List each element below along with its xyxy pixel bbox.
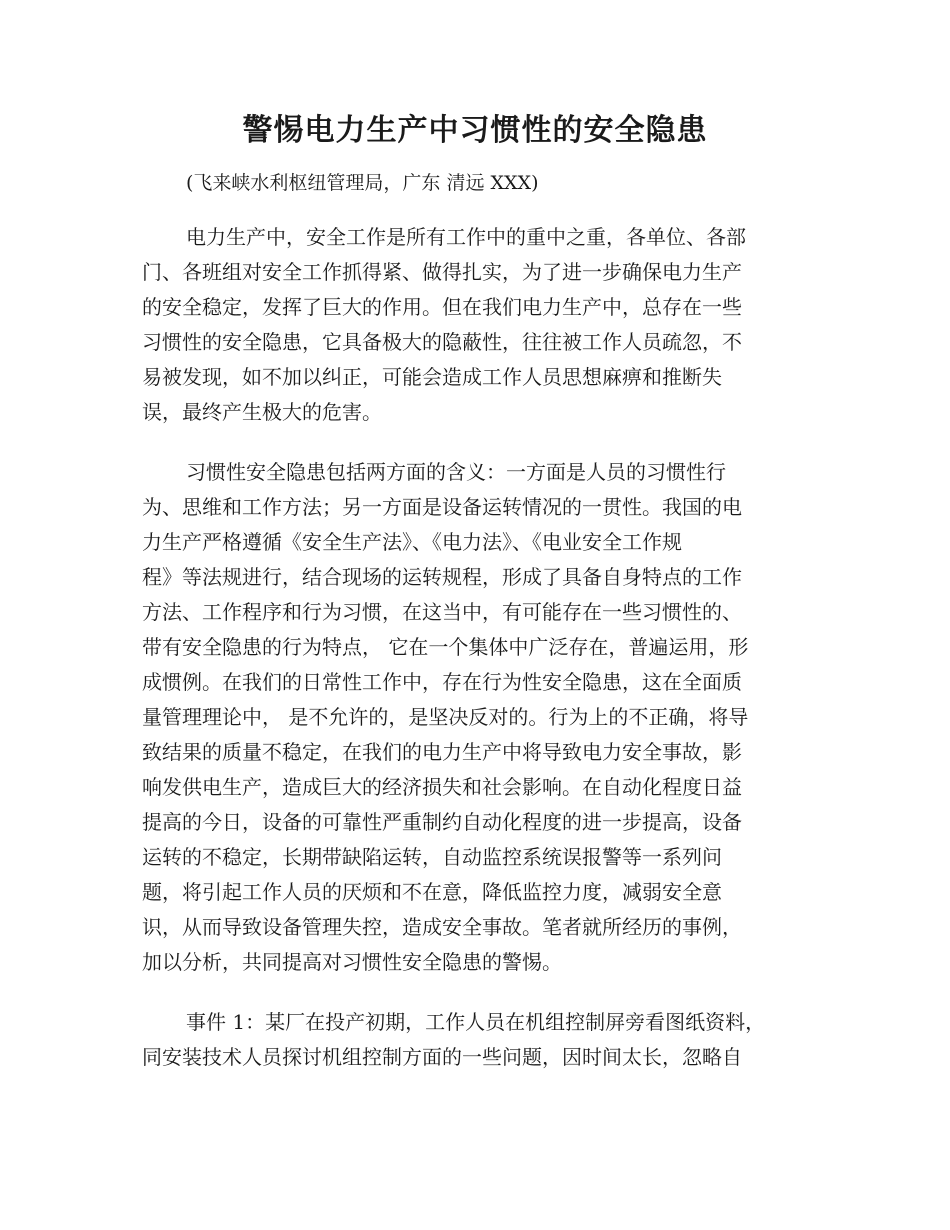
paragraph-line: 习惯性安全隐患包括两方面的含义：一方面是人员的习惯性行 (186, 460, 726, 484)
paragraph-line: 加以分析，共同提高对习惯性安全隐患的警惕。 (142, 950, 562, 974)
document-title: 警惕电力生产中习惯性的安全隐患 (242, 113, 708, 148)
paragraph-line: 易被发现，如不加以纠正，可能会造成工作人员思想麻痹和推断失 (142, 365, 722, 389)
paragraph-line: 识，从而导致设备管理失控，造成安全事故。笔者就所经历的事例， (142, 915, 742, 939)
paragraph-line: 习惯性的安全隐患，它具备极大的隐蔽性，往往被工作人员疏忽，不 (142, 330, 742, 354)
paragraph-line: 运转的不稳定，长期带缺陷运转，自动监控系统误报警等一系列问 (142, 845, 722, 869)
paragraph-line: 事件 1：某厂在投产初期，工作人员在机组控制屏旁看图纸资料， (186, 1010, 766, 1034)
paragraph-line: 成惯例。在我们的日常性工作中，存在行为性安全隐患，这在全面质 (142, 670, 742, 694)
author-affiliation: (飞来峡水利枢纽管理局，广东 清远 XXX) (186, 172, 539, 194)
paragraph-line: 程》等法规进行，结合现场的运转规程，形成了具备自身特点的工作 (142, 565, 742, 589)
paragraph-line: 量管理理论中， 是不允许的，是坚决反对的。行为上的不正确，将导 (142, 705, 749, 729)
paragraph-line: 题，将引起工作人员的厌烦和不在意，降低监控力度，减弱安全意 (142, 880, 722, 904)
paragraph-line: 门、各班组对安全工作抓得紧、做得扎实，为了进一步确保电力生产 (142, 260, 742, 284)
paragraph-line: 电力生产中，安全工作是所有工作中的重中之重，各单位、各部 (186, 225, 746, 249)
paragraph-line: 为、思维和工作方法；另一方面是设备运转情况的一贯性。我国的电 (142, 495, 742, 519)
paragraph-line: 的安全稳定，发挥了巨大的作用。但在我们电力生产中，总存在一些 (142, 295, 742, 319)
paragraph-line: 误，最终产生极大的危害。 (142, 400, 382, 424)
paragraph-line: 方法、工作程序和行为习惯，在这当中，有可能存在一些习惯性的、 (142, 600, 742, 624)
paragraph-line: 带有安全隐患的行为特点， 它在一个集体中广泛存在，普遍运用，形 (142, 635, 749, 659)
paragraph-line: 提高的今日，设备的可靠性严重制约自动化程度的进一步提高，设备 (142, 810, 742, 834)
paragraph-line: 力生产严格遵循《安全生产法》、《电力法》、《电业安全工作规 (142, 530, 682, 554)
paragraph-line: 同安装技术人员探讨机组控制方面的一些问题，因时间太长，忽略自 (142, 1045, 742, 1069)
paragraph-line: 致结果的质量不稳定，在我们的电力生产中将导致电力安全事故，影 (142, 740, 742, 764)
paragraph-line: 响发供电生产，造成巨大的经济损失和社会影响。在自动化程度日益 (142, 775, 742, 799)
